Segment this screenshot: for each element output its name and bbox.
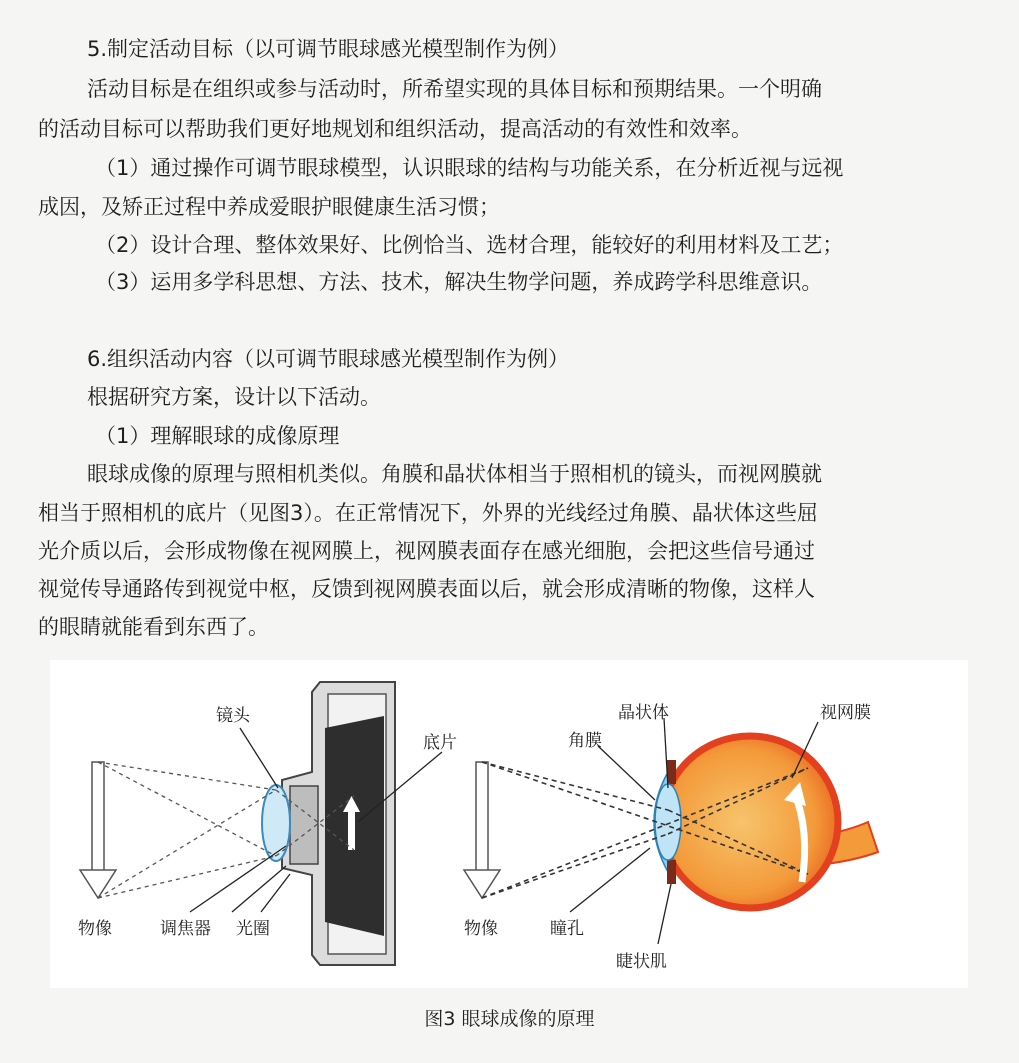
- section-5-intro-line: 的活动目标可以帮助我们更好地规划和组织活动，提高活动的有效性和效率。: [38, 117, 752, 141]
- goal-1-line: 成因，及矫正过程中养成爱眼护眼健康生活习惯；: [38, 195, 500, 219]
- eye-label-cornea: 角膜: [568, 731, 602, 751]
- camera-label-object: 物像: [78, 919, 112, 939]
- paragraph-line: 光介质以后，会形成物像在视网膜上，视网膜表面存在感光细胞，会把这些信号通过: [38, 539, 815, 563]
- eye-object-arrow: [464, 762, 500, 898]
- eye-label-object: 物像: [464, 919, 498, 939]
- section-6-heading: 6.组织活动内容（以可调节眼球感光模型制作为例）: [87, 347, 570, 371]
- section-6-intro: 根据研究方案，设计以下活动。: [87, 385, 381, 409]
- eye-label-ciliary-muscle: 睫状肌: [616, 952, 667, 972]
- figure-imaging-principle: [50, 660, 968, 988]
- goal-3: （3）运用多学科思想、方法、技术，解决生物学问题，养成跨学科思维意识。: [95, 270, 823, 294]
- figure-illustration: [50, 660, 968, 988]
- paragraph-line: 的眼睛就能看到东西了。: [38, 615, 269, 639]
- iris-lower: [667, 860, 676, 884]
- camera-label-film: 底片: [423, 733, 457, 753]
- eye-label-retina: 视网膜: [820, 703, 871, 723]
- subheading-imaging-principle: （1）理解眼球的成像原理: [95, 424, 340, 448]
- paragraph-line: 视觉传导通路传到视觉中枢，反馈到视网膜表面以后，就会形成清晰的物像，这样人: [38, 577, 815, 601]
- camera-object-arrow: [80, 762, 116, 898]
- camera-label-focuser: 调焦器: [160, 919, 211, 939]
- iris-upper: [667, 760, 676, 784]
- section-5-intro-line: 活动目标是在组织或参与活动时，所希望实现的具体目标和预期结果。一个明确: [87, 77, 822, 101]
- goal-1-line: （1）通过操作可调节眼球模型，认识眼球的结构与功能关系，在分析近视与远视: [95, 156, 844, 180]
- figure-caption: 图3 眼球成像的原理: [424, 1008, 595, 1030]
- eye-label-crystalline-lens: 晶状体: [618, 703, 669, 723]
- paragraph-line: 相当于照相机的底片（见图3）。在正常情况下，外界的光线经过角膜、晶状体这些屈: [38, 501, 818, 525]
- camera-body: [262, 682, 395, 965]
- goal-2: （2）设计合理、整体效果好、比例恰当、选材合理，能较好的利用材料及工艺；: [95, 233, 844, 257]
- paragraph-line: 眼球成像的原理与照相机类似。角膜和晶状体相当于照相机的镜头，而视网膜就: [87, 462, 822, 486]
- camera-diagram: [78, 682, 457, 965]
- eye-diagram: [464, 703, 878, 972]
- section-5-heading: 5.制定活动目标（以可调节眼球感光模型制作为例）: [87, 37, 570, 61]
- eye-label-pupil: 瞳孔: [550, 919, 584, 939]
- camera-label-lens: 镜头: [216, 706, 250, 726]
- camera-label-aperture: 光圈: [236, 919, 270, 939]
- eyeball: [662, 736, 838, 908]
- crystalline-lens: [655, 784, 681, 860]
